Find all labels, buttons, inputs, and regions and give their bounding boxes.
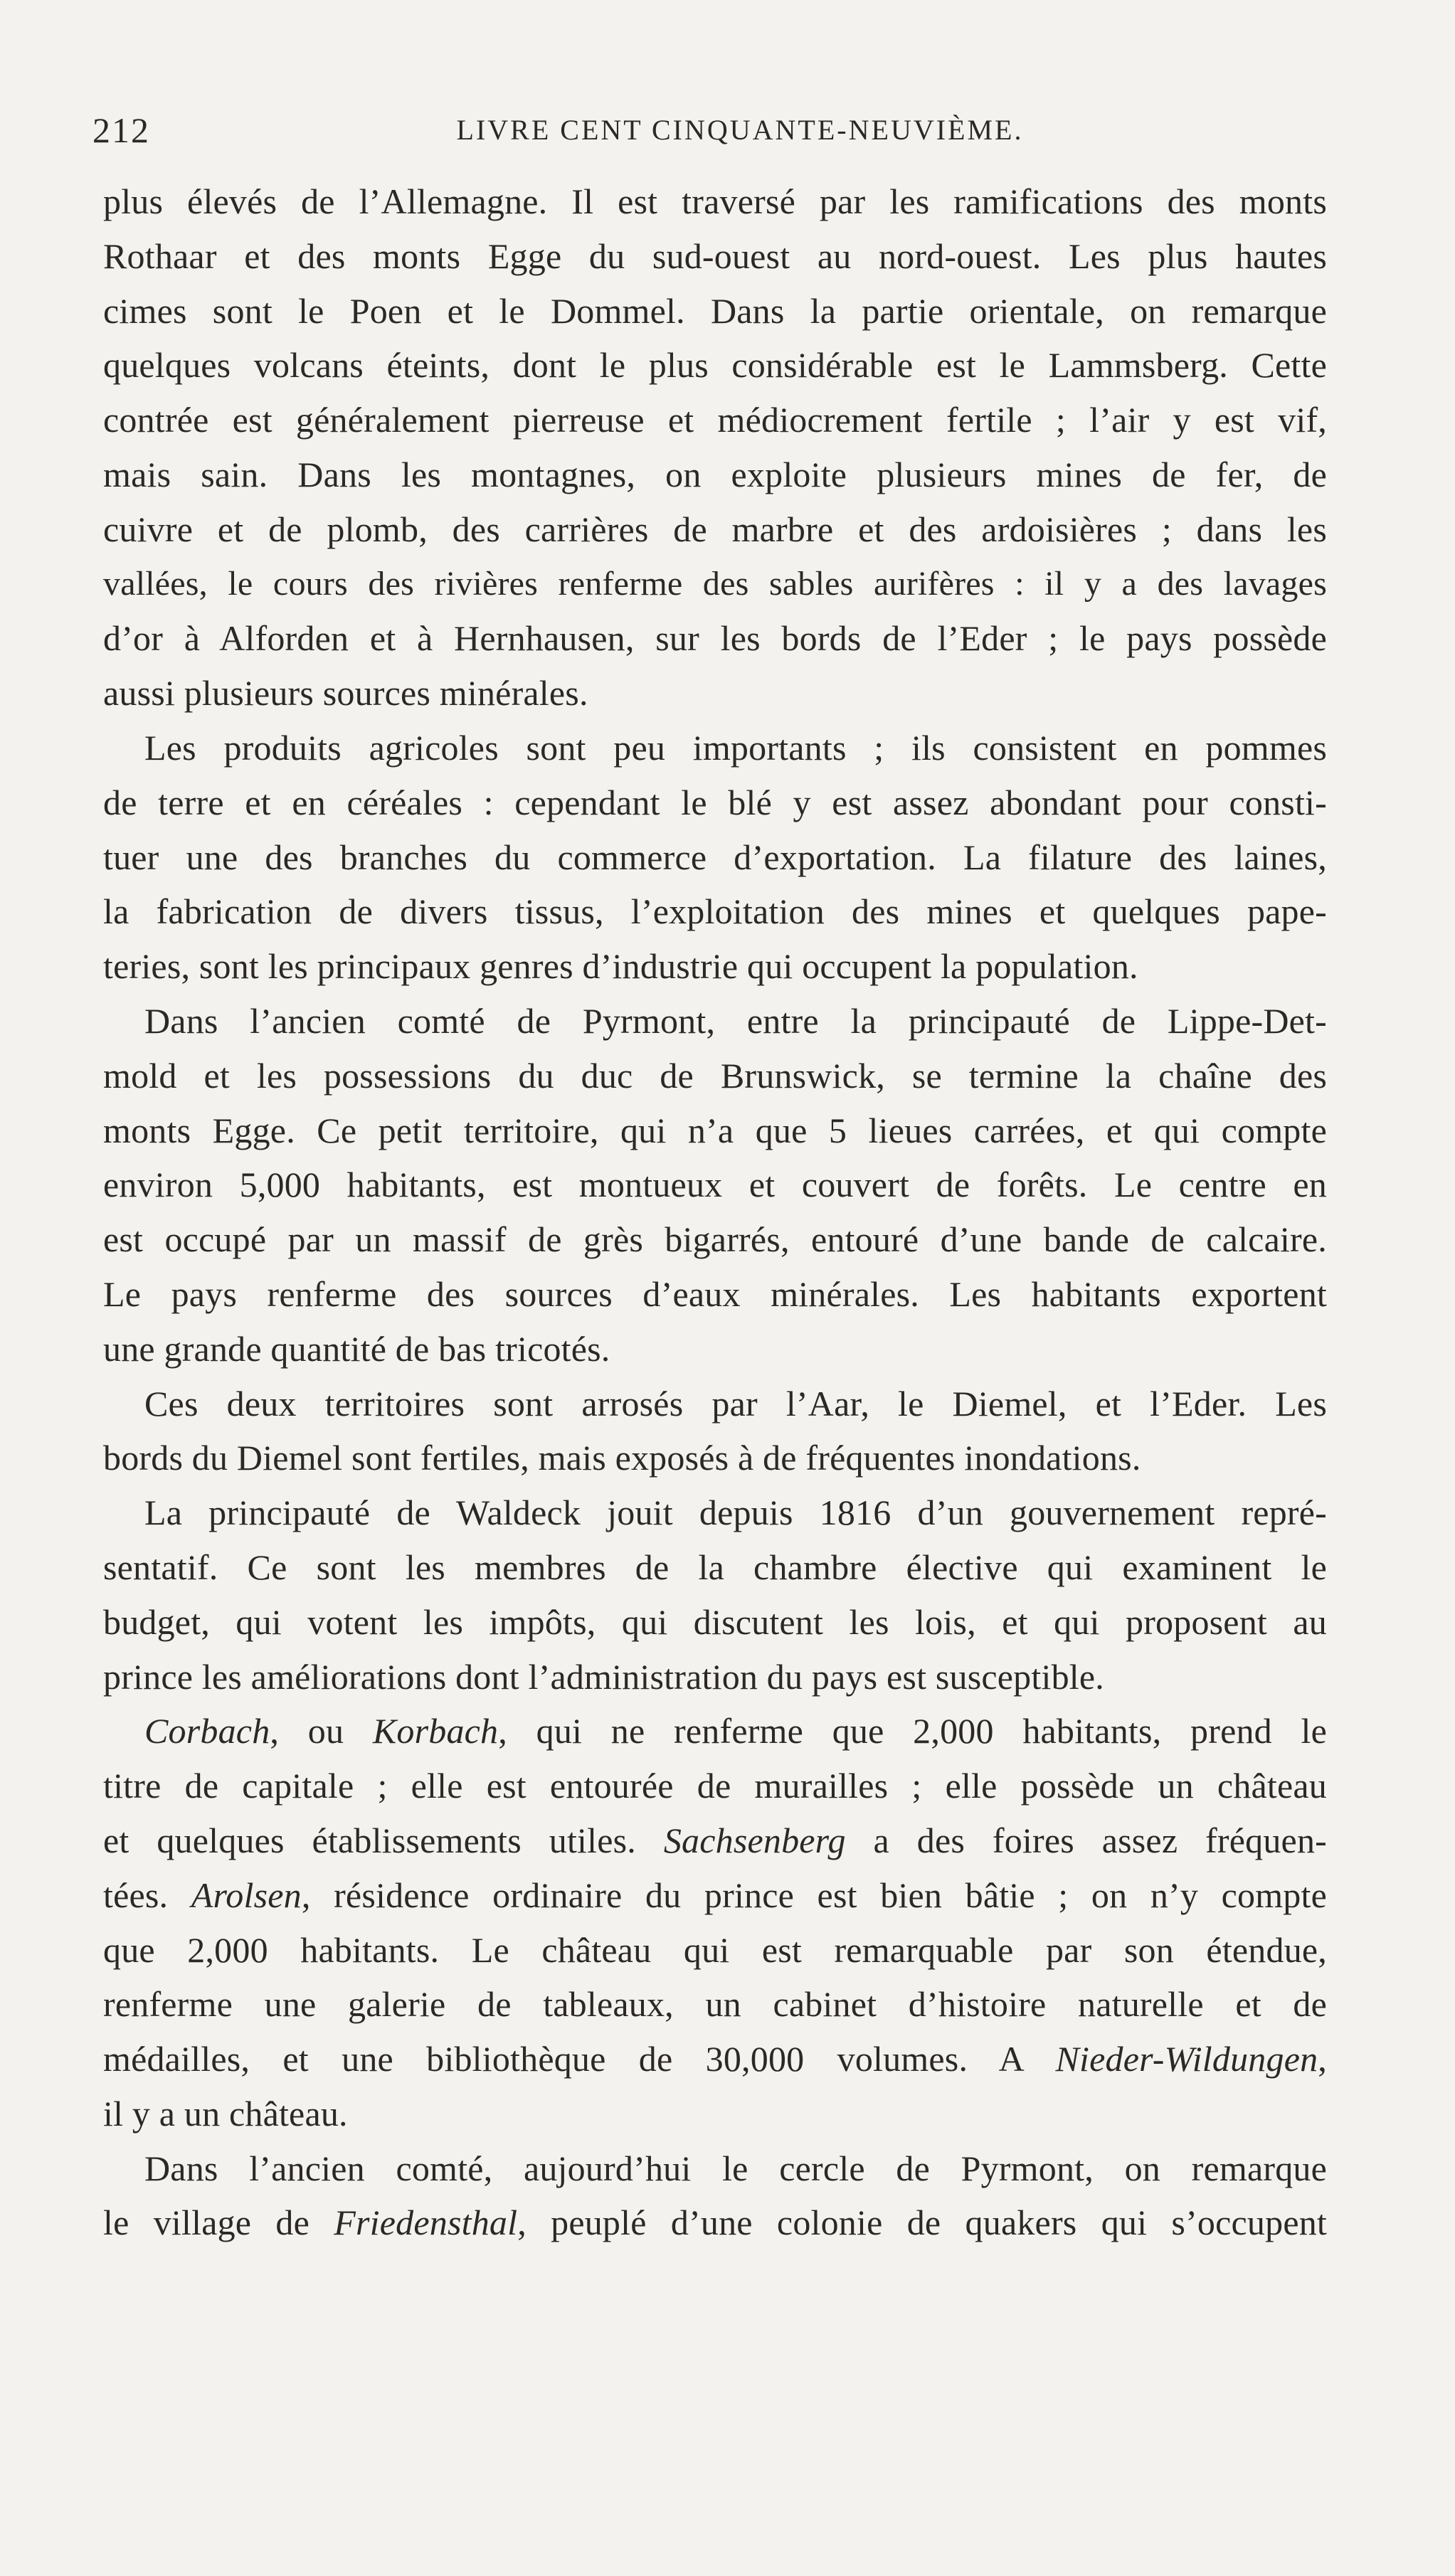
text-run: Dans l’ancien comté, aujourd’hui le cercle de Pyrmont, on remarque xyxy=(144,2148,1327,2188)
place-name: Corbach xyxy=(144,1711,270,1751)
text-line: est occupé par un massif de grès bigarrés, entouré d’une bande de calcaire. xyxy=(103,1219,1327,1260)
text-line: contrée est généralement pierreuse et médiocrement fertile ; l’air y est vif, xyxy=(103,400,1327,440)
page-header xyxy=(92,105,1330,155)
text-line xyxy=(103,2087,1327,2141)
text-line: Dans l’ancien comté de Pyrmont, entre la principauté de Lippe-Det- xyxy=(144,1000,1327,1041)
text-run: , peuplé d’une colonie de quakers qui s’occupent xyxy=(517,2203,1328,2243)
text-line: vallées, le cours des rivières renferme des sables aurifères : il y a des lavages xyxy=(103,564,1327,603)
text-line: bords du Diemel sont fertiles, mais exposés à de fréquentes inondations. xyxy=(103,1438,1141,1478)
text-run: le village de xyxy=(103,2203,334,2243)
text-run: , résidence ordinaire du prince est bien bâtie ; on n’y compte xyxy=(301,1875,1327,1915)
running-title: LIVRE CENT CINQUANTE-NEUVIÈME. xyxy=(456,114,1024,146)
text-line: budget, qui votent les impôts, qui discutent les lois, et qui proposent au xyxy=(103,1601,1327,1642)
text-line: d’or à Alforden et à Hernhausen, sur les bords de l’Eder ; le pays possède xyxy=(103,618,1327,659)
text-run: que 2,000 habitants. Le château qui est remarquable par son étendue, xyxy=(103,1929,1327,1970)
text-line xyxy=(103,1868,1327,1923)
place-name: Nieder-Wildungen xyxy=(1055,2039,1318,2079)
text-line: mold et les possessions du duc de Brunswick, se termine la chaîne des xyxy=(103,1055,1327,1096)
text-line: Les produits agricoles sont peu importants ; ils consistent en pommes xyxy=(144,727,1327,768)
text-run: , xyxy=(1318,2039,1327,2079)
text-line: la fabrication de divers tissus, l’exploitation des mines et quelques pape- xyxy=(103,891,1327,932)
text-line: cuivre et de plomb, des carrières de marbre et des ardoisières ; dans les xyxy=(103,509,1327,549)
text-line: teries, sont les principaux genres d’industrie qui occupent la population. xyxy=(103,946,1138,987)
text-line: tuer une des branches du commerce d’exportation. La filature des laines, xyxy=(103,837,1327,877)
text-run: tées. xyxy=(103,1875,191,1915)
text-run: a des foires assez fréquen- xyxy=(845,1820,1327,1860)
text-run: il y a un château. xyxy=(103,2093,348,2134)
text-line: monts Egge. Ce petit territoire, qui n’a que 5 lieues carrées, et qui compte xyxy=(103,1110,1327,1150)
text-run: titre de capitale ; elle est entourée de murailles ; elle possède un château xyxy=(103,1766,1327,1806)
text-run: , qui ne renferme que 2,000 habitants, prend le xyxy=(498,1711,1328,1751)
page-number: 212 xyxy=(92,110,150,150)
text-line: Ces deux territoires sont arrosés par l’Aar, le Diemel, et l’Eder. Les xyxy=(144,1383,1327,1424)
text-line: aussi plusieurs sources minérales. xyxy=(103,673,588,714)
text-line: environ 5,000 habitants, est montueux et couvert de forêts. Le centre en xyxy=(103,1165,1327,1205)
text-line xyxy=(103,1704,1327,1759)
text-line xyxy=(103,1923,1327,1978)
text-line: cimes sont le Poen et le Dommel. Dans la partie orientale, on remarque xyxy=(103,290,1327,331)
text-run: , ou xyxy=(270,1711,373,1751)
text-run: médailles, et une bibliothèque de 30,000 volumes. A xyxy=(103,2039,1056,2079)
place-name: Friedensthal xyxy=(334,2203,518,2243)
text-line: une grande quantité de bas tricotés. xyxy=(103,1328,610,1369)
text-line: prince les améliorations dont l’administration du pays est susceptible. xyxy=(103,1656,1104,1697)
text-line xyxy=(103,2195,1327,2250)
text-line: Rothaar et des monts Egge du sud-ouest au nord-ouest. Les plus hautes xyxy=(103,235,1327,276)
text-run: et quelques établissements utiles. xyxy=(103,1820,664,1860)
text-line xyxy=(103,1813,1327,1868)
text-line: quelques volcans éteints, dont le plus considérable est le Lammsberg. Cette xyxy=(103,345,1327,386)
place-name: Arolsen xyxy=(191,1875,302,1915)
text-line xyxy=(103,1759,1327,1813)
place-name: Sachsenberg xyxy=(663,1820,846,1860)
text-line: Le pays renferme des sources d’eaux minérales. Les habitants exportent xyxy=(103,1273,1327,1314)
text-run: renferme une galerie de tableaux, un cabinet d’histoire naturelle et de xyxy=(103,1984,1327,2025)
text-line: La principauté de Waldeck jouit depuis 1816 d’un gouvernement repré- xyxy=(144,1493,1327,1533)
text-line xyxy=(103,2032,1327,2087)
text-line: plus élevés de l’Allemagne. Il est traversé par les ramifications des monts xyxy=(103,181,1327,221)
text-line xyxy=(103,1977,1327,2032)
text-line: mais sain. Dans les montagnes, on exploite plusieurs mines de fer, de xyxy=(103,454,1327,494)
text-line: de terre et en céréales : cependant le blé y est assez abondant pour consti- xyxy=(103,782,1327,822)
body-text xyxy=(103,174,1327,2250)
place-name: Korbach xyxy=(372,1711,499,1751)
text-line: sentatif. Ce sont les membres de la chambre élective qui examinent le xyxy=(103,1547,1327,1587)
text-line xyxy=(103,2141,1327,2196)
